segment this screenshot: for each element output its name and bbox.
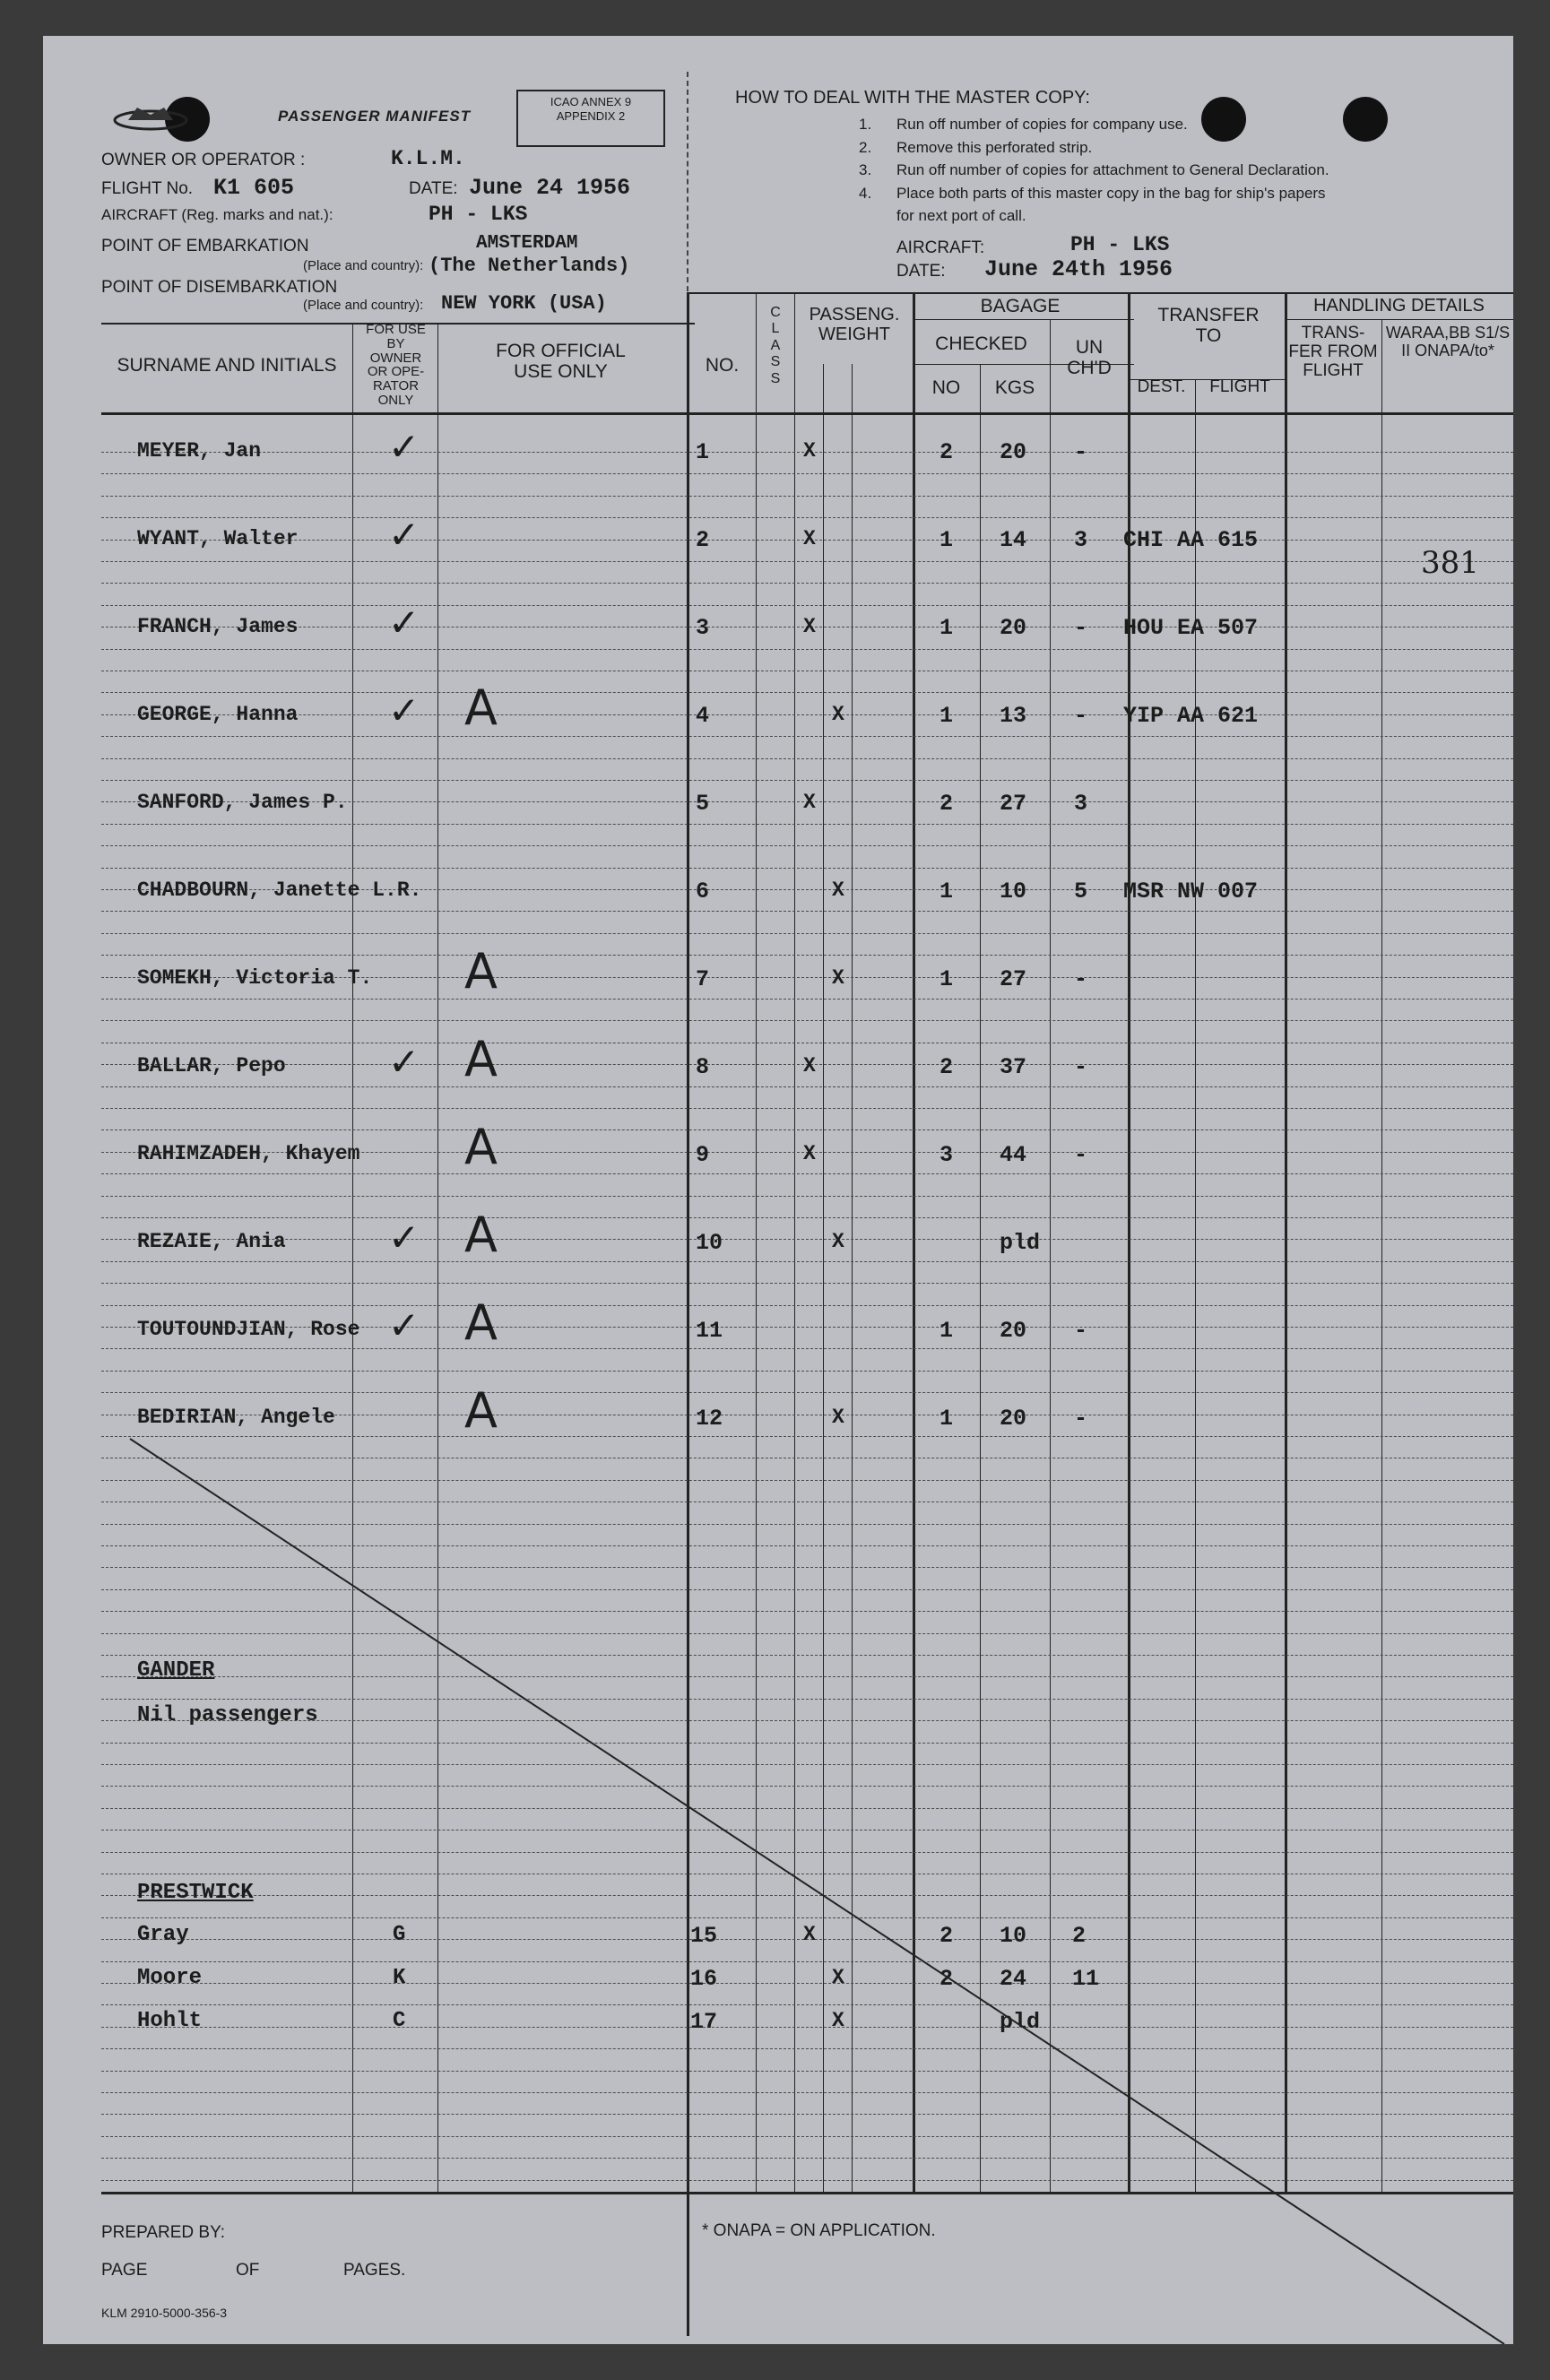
header-flight: FLIGHT — [1209, 377, 1270, 396]
class-mark: X — [803, 1142, 816, 1165]
onapa-note: * ONAPA = ON APPLICATION. — [702, 2221, 936, 2240]
bag-kgs: 13 — [1000, 703, 1027, 729]
date-value: June 24 1956 — [469, 175, 631, 201]
of-label: OF — [236, 2261, 260, 2280]
bag-kgs: 20 — [1000, 439, 1027, 465]
header-transfer-from: TRANS- FER FROM FLIGHT — [1288, 324, 1378, 380]
passenger-name: BEDIRIAN, Angele — [137, 1406, 335, 1429]
passenger-name: GEORGE, Hanna — [137, 703, 299, 726]
step-4-cont: for next port of call. — [896, 207, 1026, 224]
header-surname: SURNAME AND INITIALS — [117, 355, 337, 376]
operator-code: G — [393, 1923, 406, 1947]
header-no: NO. — [705, 355, 740, 376]
passenger-name: REZAIE, Ania — [137, 1230, 286, 1253]
annotation-a: A — [464, 1031, 498, 1087]
bag-count: 1 — [940, 1406, 954, 1432]
unchecked: - — [1074, 1054, 1088, 1080]
gander-title: GANDER — [137, 1658, 215, 1683]
bag-kgs: 10 — [1000, 1923, 1027, 1949]
unchecked: - — [1074, 703, 1088, 729]
passenger-no: 16 — [690, 1966, 718, 1992]
passenger-no: 4 — [696, 703, 710, 729]
header-class: CLASS — [770, 305, 781, 386]
bag-count: 2 — [940, 791, 954, 817]
annotation-a: A — [464, 1207, 498, 1263]
step-2: 2. Remove this perforated strip. — [859, 138, 1093, 156]
passenger-no: 5 — [696, 791, 710, 817]
bag-count: 2 — [940, 1923, 954, 1949]
unchecked: - — [1074, 1318, 1088, 1344]
aircraft-label: AIRCRAFT (Reg. marks and nat.): — [101, 206, 333, 223]
embarkation-sub: (Place and country): — [303, 258, 424, 273]
header-checked: CHECKED — [935, 333, 1027, 354]
unchecked: 11 — [1072, 1966, 1100, 1992]
step-4: 4. Place both parts of this master copy in the bag for ship's papers — [859, 184, 1326, 202]
date-label: DATE: — [409, 179, 458, 198]
diagonal-strike — [43, 36, 1513, 2344]
header-bagage: BAGAGE — [980, 296, 1061, 316]
weight-mark: X — [832, 966, 844, 990]
weight-mark: X — [832, 703, 844, 726]
bag-kgs: 44 — [1000, 1142, 1027, 1168]
annotation-a: A — [464, 1294, 498, 1351]
bag-kgs: 24 — [1000, 1966, 1027, 1992]
passenger-no: 3 — [696, 615, 710, 641]
check-mark: ✓ — [388, 688, 420, 732]
icao-line1: ICAO ANNEX 9 — [550, 95, 632, 108]
passenger-no: 1 — [696, 439, 710, 465]
form-code: KLM 2910-5000-356-3 — [101, 2306, 228, 2320]
transfer-to: YIP AA 621 — [1123, 703, 1259, 729]
step-3: 3. Run off number of copies for attachment to General Declaration. — [859, 161, 1329, 178]
class-mark: X — [803, 1054, 816, 1077]
header-dest: DEST. — [1137, 377, 1186, 396]
unchecked: - — [1074, 1406, 1088, 1432]
unchecked: 3 — [1074, 527, 1088, 553]
mc-date-label: DATE: — [896, 262, 946, 281]
transfer-to: CHI AA 615 — [1123, 527, 1259, 553]
passenger-name: CHADBOURN, Janette L.R. — [137, 878, 422, 902]
bag-kgs: 20 — [1000, 1318, 1027, 1344]
check-mark: ✓ — [388, 601, 420, 645]
unchecked: - — [1074, 615, 1088, 641]
passenger-name: Moore — [137, 1966, 203, 1990]
master-copy-title: HOW TO DEAL WITH THE MASTER COPY: — [735, 88, 1090, 108]
header-for-use: FOR USE BY OWNER OR OPE- RATOR ONLY — [366, 322, 426, 408]
passenger-no: 7 — [696, 966, 710, 992]
check-mark: ✓ — [388, 425, 420, 469]
header-transfer: TRANSFER TO — [1157, 305, 1260, 347]
bag-count: 1 — [940, 1318, 954, 1344]
prestwick-title: PRESTWICK — [137, 1881, 254, 1905]
bag-count: 1 — [940, 615, 954, 641]
passenger-name: MEYER, Jan — [137, 439, 262, 463]
unchecked: 2 — [1072, 1923, 1087, 1949]
header-waraa: WARAA,BB S1/S II ONAPA/to* — [1385, 324, 1511, 359]
bag-kgs: pld — [1000, 2009, 1041, 2035]
passenger-name: RAHIMZADEH, Khayem — [137, 1142, 360, 1165]
disembarkation-sub: (Place and country): — [303, 298, 424, 313]
bag-count: 1 — [940, 703, 954, 729]
weight-mark: X — [832, 1230, 844, 1253]
mc-date-value: June 24th 1956 — [984, 256, 1173, 282]
manifest-sheet — [43, 36, 1513, 2344]
annotation-a: A — [464, 679, 498, 736]
class-mark: X — [803, 527, 816, 550]
passenger-no: 2 — [696, 527, 710, 553]
icao-line2: APPENDIX 2 — [556, 108, 626, 123]
weight-mark: X — [832, 1406, 844, 1429]
header-bag-no: NO — [931, 377, 961, 398]
mc-aircraft-label: AIRCRAFT: — [896, 238, 985, 257]
bag-kgs: 27 — [1000, 791, 1027, 817]
aircraft-value: PH - LKS — [429, 203, 528, 226]
bag-kgs: 37 — [1000, 1054, 1027, 1080]
annotation-a: A — [464, 1119, 498, 1175]
passenger-name: Gray — [137, 1923, 189, 1947]
passenger-name: TOUTOUNDJIAN, Rose — [137, 1318, 360, 1341]
transfer-to: HOU EA 507 — [1123, 615, 1259, 641]
transfer-to: MSR NW 007 — [1123, 878, 1259, 904]
header-unchd: UN CH'D — [1067, 337, 1112, 379]
passenger-name: SOMEKH, Victoria T. — [137, 966, 373, 990]
bag-count: 2 — [940, 1966, 954, 1992]
check-mark: ✓ — [388, 1040, 420, 1084]
bag-kgs: 14 — [1000, 527, 1027, 553]
weight-mark: X — [832, 878, 844, 902]
header-handling: HANDLING DETAILS — [1313, 296, 1485, 316]
embarkation-country: (The Netherlands) — [429, 255, 630, 277]
owner-label: OWNER OR OPERATOR : — [101, 151, 306, 169]
bag-count: 3 — [940, 1142, 954, 1168]
flight-value: K1 605 — [213, 175, 295, 201]
embarkation-city: AMSTERDAM — [476, 233, 578, 254]
passenger-no: 8 — [696, 1054, 710, 1080]
bag-count: 1 — [940, 966, 954, 992]
manifest-title: PASSENGER MANIFEST — [278, 108, 472, 125]
owner-value: K.L.M. — [391, 147, 465, 170]
weight-mark: X — [832, 1966, 844, 1989]
class-mark: X — [803, 1923, 816, 1946]
bag-kgs: 20 — [1000, 615, 1027, 641]
class-mark: X — [803, 439, 816, 463]
bag-kgs: 10 — [1000, 878, 1027, 904]
passenger-no: 11 — [696, 1318, 723, 1344]
bag-count: 2 — [940, 439, 954, 465]
bag-kgs: 20 — [1000, 1406, 1027, 1432]
operator-code: K — [393, 1966, 406, 1990]
disembarkation-label: POINT OF DISEMBARKATION — [101, 278, 338, 297]
embarkation-label: POINT OF EMBARKATION — [101, 237, 309, 255]
page-label: PAGE — [101, 2261, 148, 2280]
bag-kgs: 27 — [1000, 966, 1027, 992]
operator-code: C — [393, 2009, 406, 2033]
pages-label: PAGES. — [343, 2261, 406, 2280]
header-official: FOR OFFICIAL USE ONLY — [496, 341, 626, 383]
annotation-a: A — [464, 1382, 498, 1439]
passenger-name: FRANCH, James — [137, 615, 299, 638]
header-kgs: KGS — [994, 377, 1035, 398]
passenger-no: 9 — [696, 1142, 710, 1168]
check-mark: ✓ — [388, 513, 420, 557]
unchecked: - — [1074, 439, 1088, 465]
weight-mark: X — [832, 2009, 844, 2032]
unchecked: 3 — [1074, 791, 1088, 817]
flight-label: FLIGHT No. — [101, 179, 194, 198]
gander-note: Nil passengers — [137, 1703, 318, 1727]
class-mark: X — [803, 615, 816, 638]
annotation-a: A — [464, 943, 498, 1000]
stamp-number: 381 — [1421, 545, 1479, 581]
passenger-no: 17 — [690, 2009, 718, 2035]
disembarkation-value: NEW YORK (USA) — [441, 292, 607, 315]
bag-count: 1 — [940, 878, 954, 904]
passenger-no: 12 — [696, 1406, 723, 1432]
passenger-name: WYANT, Walter — [137, 527, 299, 550]
check-mark: ✓ — [388, 1303, 420, 1347]
passenger-no: 15 — [690, 1923, 718, 1949]
mc-aircraft-value: PH - LKS — [1070, 233, 1170, 256]
header-passeng-weight: PASSENG. WEIGHT — [809, 305, 900, 344]
bag-count: 2 — [940, 1054, 954, 1080]
bag-count: 1 — [940, 527, 954, 553]
unchecked: - — [1074, 1142, 1088, 1168]
passenger-no: 6 — [696, 878, 710, 904]
step-1: 1. Run off number of copies for company use. — [859, 116, 1188, 133]
class-mark: X — [803, 791, 816, 814]
check-mark: ✓ — [388, 1216, 420, 1259]
passenger-no: 10 — [696, 1230, 723, 1256]
prepared-by: PREPARED BY: — [101, 2223, 225, 2242]
unchecked: - — [1074, 966, 1088, 992]
passenger-name: Hohlt — [137, 2009, 203, 2033]
bag-kgs: pld — [1000, 1230, 1041, 1256]
passenger-name: SANFORD, James P. — [137, 791, 348, 814]
unchecked: 5 — [1074, 878, 1088, 904]
passenger-name: BALLAR, Pepo — [137, 1054, 286, 1077]
